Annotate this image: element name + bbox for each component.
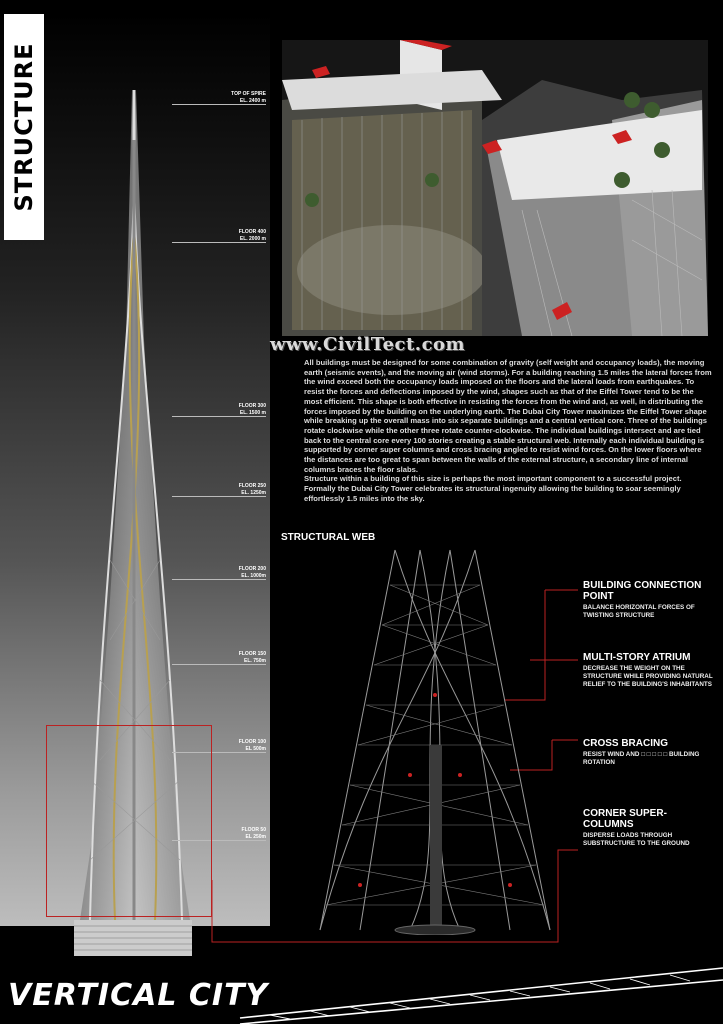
level-elevation: EL 500m [245, 746, 266, 752]
level-elevation: EL. 1000m [241, 573, 266, 579]
annotation-title: BUILDING CONNECTION POINT [583, 580, 702, 602]
description-paragraph-1: All buildings must be designed for some combination of gravity (self weight and occupancy loads), the moving earth (seismic events), and the moving air (wind storms). For a building reaching 1.5 miles the lateral forces from the wind exceed both the occupancy loads imposed on the floors and the lateral loads from earthquakes. To resist the forces and deflections imposed by the wind, shapes such as that of the Eiffel Tower tend to be the most efficient. This shape is both effective in resisting the forces from the wind and, as well, in distributing the forces imposed by the building on the underlying earth. The Dubai City Tower maximizes the Eiffel Tower shape while breaking up the overall mass into six separate buildings and a central vertical core. Three of the buildings rotate clockwise while the other three rotate counter-clockwise. The individual buildings intersect and are tied back to the central core every 100 stories creating a stable structural web. Internally each individual building is supported by corner super columns and cross bracing angled to resist wind forces. On the lower floors where the distances are too great to span between the walls of the external structure, a secondary line of internal columns braces the floor slabs. [304, 358, 712, 474]
level-name: TOP OF SPIRE [231, 91, 266, 97]
level-name: FLOOR 250 [238, 483, 266, 489]
atrium-interior-render [282, 40, 708, 336]
annotation-title: CORNER SUPER-COLUMNS [583, 808, 667, 830]
level-elevation: EL. 2400 m [239, 98, 266, 104]
annotation-title: CROSS BRACING [583, 738, 669, 749]
watermark-text: www.CivilTect.com [270, 334, 466, 355]
structural-web-heading: STRUCTURAL WEB [281, 532, 376, 543]
level-name: FLOOR 200 [238, 566, 266, 572]
level-elevation: EL 250m [245, 834, 266, 840]
annotation-building-connection-point [583, 580, 715, 620]
level-elevation: EL. 1500 m [239, 410, 266, 416]
annotation-corner-super-columns [583, 808, 715, 848]
annotation-title: MULTI-STORY ATRIUM [583, 652, 691, 663]
annotation-description: RESIST WIND AND □ □ □ □ □ BUILDING ROTATION [583, 751, 700, 766]
annotation-description: DISPERSE LOADS THROUGH SUBSTRUCTURE TO THE GROUND [583, 832, 690, 847]
level-elevation: EL. 1250m [241, 490, 266, 496]
description-paragraph-2: Structure within a building of this size is perhaps the most important component to a successful project. Formally the Dubai City Tower celebrates its structural ingenuity allowing the building to soar seemingly effortlessly 1.5 miles into the sky. [304, 474, 682, 503]
level-name: FLOOR 300 [238, 403, 266, 409]
annotation-multi-story-atrium [583, 652, 715, 689]
level-name: FLOOR 50 [241, 827, 266, 833]
annotation-description: DECREASE THE WEIGHT ON THE STRUCTURE WHILE PROVIDING NATURAL RELIEF TO THE BUILDING'S INHABITANTS [583, 665, 713, 688]
level-name: FLOOR 150 [238, 651, 266, 657]
vertical-city-title: VERTICAL CITY [8, 978, 269, 1013]
annotation-cross-bracing [583, 738, 715, 767]
level-elevation: EL. 750m [244, 658, 266, 664]
level-elevation: EL. 2000 m [239, 236, 266, 242]
structure-title: STRUCTURE [10, 42, 38, 212]
annotation-description: BALANCE HORIZONTAL FORCES OF TWISTING STRUCTURE [583, 604, 695, 619]
structural-web-diagram [300, 545, 570, 935]
level-name: FLOOR 400 [238, 229, 266, 235]
level-name: FLOOR 100 [238, 739, 266, 745]
structure-description [304, 358, 712, 504]
